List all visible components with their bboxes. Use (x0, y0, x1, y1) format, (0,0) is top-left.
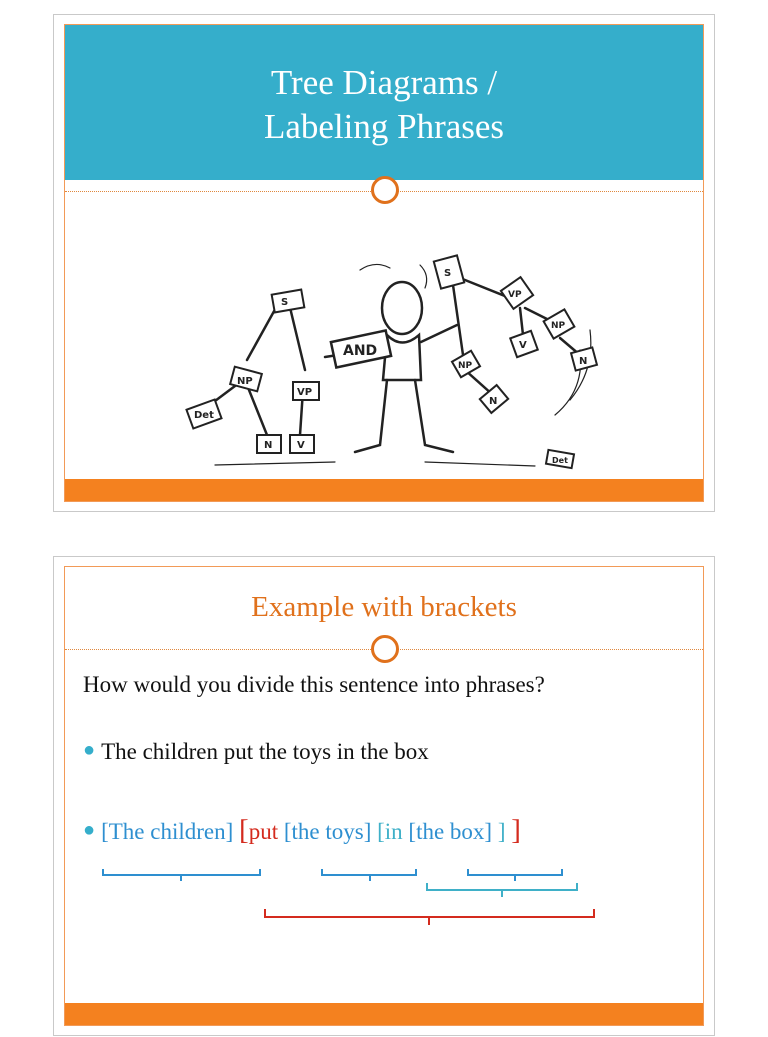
bracket-the-toys: [the toys] (283, 819, 372, 844)
bracket-pp-open: [in (377, 819, 403, 844)
slide-2 (53, 556, 715, 1036)
ring-ornament (371, 176, 399, 204)
bracket-vp-close: ] (511, 814, 521, 846)
label-s-left: S (281, 297, 289, 308)
bullet-dot: ● (83, 739, 96, 761)
brace-np-the-children (103, 869, 260, 881)
label-and: AND (343, 343, 378, 359)
slide-1 (53, 14, 715, 512)
label-det-left: Det (194, 410, 214, 421)
plain-sentence: The children put the toys in the box (101, 739, 429, 764)
slide-2-title: Example with brackets (251, 591, 517, 623)
label-det-right: Det (552, 456, 568, 465)
bracket-the-children: [The children] (101, 819, 234, 844)
label-v-right: V (519, 340, 527, 351)
label-vp-right: VP (508, 290, 522, 300)
label-np-left: NP (237, 376, 253, 387)
bracket-vp-open: [ (239, 814, 249, 846)
label-n-left: N (264, 440, 273, 451)
label-np-far-right: NP (551, 321, 566, 331)
brace-vp (265, 909, 594, 925)
slide-1-bottom-bar (65, 479, 703, 501)
bracket-the-box: [the box] (408, 819, 493, 844)
phrase-brackets (65, 567, 705, 1037)
slide-1-title: Tree Diagrams / Labeling Phrases (263, 62, 505, 146)
tree-diagram-illustration (175, 230, 655, 480)
title-band (65, 25, 703, 180)
bracket-pp-close: ] (497, 819, 506, 844)
brace-np-the-box (468, 869, 562, 881)
slide-2-frame (64, 566, 704, 1026)
question-text: How would you divide this sentence into phrases? (83, 672, 545, 697)
label-vp-left: VP (297, 387, 313, 398)
brace-pp-in-the-box (427, 883, 577, 897)
brace-np-the-toys (322, 869, 416, 881)
slide-1-frame (64, 24, 704, 502)
label-v-left: V (297, 440, 305, 451)
label-n-right: N (489, 396, 498, 407)
bullet-dot: ● (83, 819, 96, 841)
label-np-right: NP (458, 361, 473, 371)
slide-2-bottom-bar (65, 1003, 703, 1025)
label-n-far-right: N (579, 356, 588, 367)
word-put: put (248, 819, 279, 844)
label-s-right: S (444, 268, 452, 279)
